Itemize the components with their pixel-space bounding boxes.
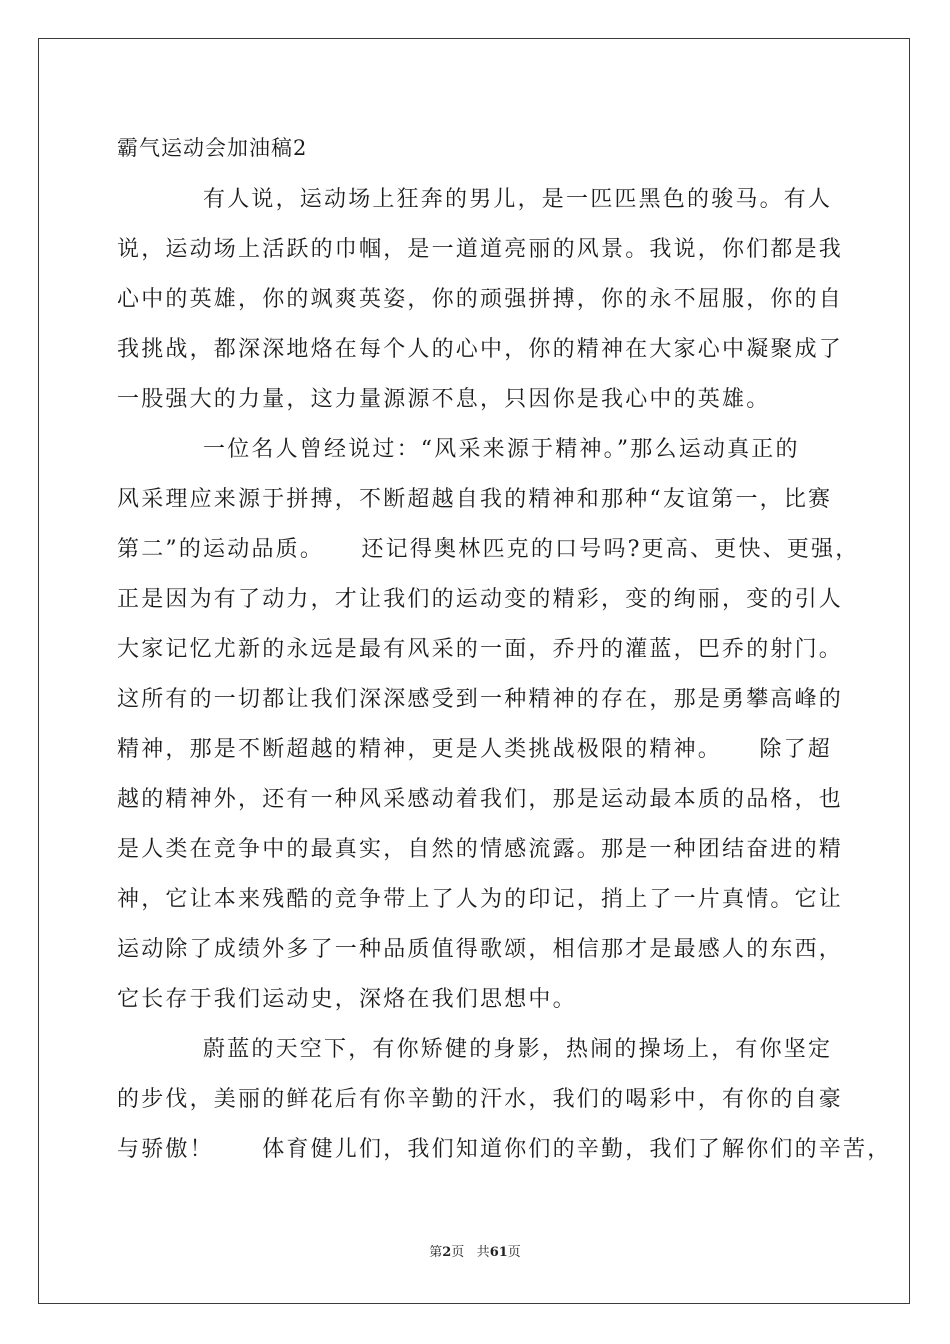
paragraph-2-line-7: 精神，那是不断超越的精神，更是人类挑战极限的精神。 除了超 xyxy=(117,737,833,762)
paragraph-2-line-6: 这所有的一切都让我们深深感受到一种精神的存在，那是勇攀高峰的 xyxy=(117,687,844,712)
paragraph-1-line-5: 一股强大的力量，这力量源源不息，只因你是我心中的英雄。 xyxy=(117,387,771,412)
paragraph-1-line-2: 说，运动场上活跃的巾帼，是一道道亮丽的风景。我说，你们都是我 xyxy=(117,237,844,262)
paragraph-2-line-2: 风采理应来源于拼搏，不断超越自我的精神和那种“友谊第一，比赛 xyxy=(117,487,833,512)
footer-page-number: 2 xyxy=(442,1245,452,1260)
paragraph-3-line-1: 蔚蓝的天空下，有你矫健的身影，热闹的操场上，有你坚定 xyxy=(203,1037,833,1062)
footer-total-prefix: 共 xyxy=(476,1245,490,1260)
paragraph-2-line-4: 正是因为有了动力，才让我们的运动变的精彩，变的绚丽，变的引人 xyxy=(117,587,844,612)
paragraph-2-line-5: 大家记忆尤新的永远是最有风采的一面，乔丹的灌蓝，巴乔的射门。 xyxy=(117,637,844,662)
footer-total-suffix: 页 xyxy=(507,1245,521,1260)
paragraph-3-line-2: 的步伐，美丽的鲜花后有你辛勤的汗水，我们的喝彩中，有你的自豪 xyxy=(117,1087,844,1112)
paragraph-1-line-1: 有人说，运动场上狂奔的男儿，是一匹匹黑色的骏马。有人 xyxy=(203,187,833,212)
paragraph-2-line-3: 第二”的运动品质。 还记得奥林匹克的口号吗?更高、更快、更强， xyxy=(117,537,860,562)
footer-total-pages: 61 xyxy=(489,1245,508,1260)
paragraph-1-line-3: 心中的英雄，你的飒爽英姿，你的顽强拼搏，你的永不屈服，你的自 xyxy=(117,287,844,312)
paragraph-2-line-12: 它长存于我们运动史，深烙在我们思想中。 xyxy=(117,987,577,1012)
paragraph-2-line-8: 越的精神外，还有一种风采感动着我们，那是运动最本质的品格，也 xyxy=(117,787,844,812)
document-title: 霸气运动会加油稿2 xyxy=(117,136,308,160)
paragraph-2-line-9: 是人类在竞争中的最真实，自然的情感流露。那是一种团结奋进的精 xyxy=(117,837,844,862)
footer-page-prefix: 第 xyxy=(429,1245,443,1260)
footer-page-suffix: 页 xyxy=(451,1245,465,1260)
paragraph-2-line-1: 一位名人曾经说过：“风采来源于精神。”那么运动真正的 xyxy=(203,437,800,462)
paragraph-1-line-4: 我挑战，都深深地烙在每个人的心中，你的精神在大家心中凝聚成了 xyxy=(117,337,844,362)
paragraph-2-line-10: 神，它让本来残酷的竞争带上了人为的印记，捎上了一片真情。它让 xyxy=(117,887,844,912)
paragraph-2-line-11: 运动除了成绩外多了一种品质值得歌颂，相信那才是最感人的东西， xyxy=(117,937,844,962)
page-footer xyxy=(0,1244,950,1262)
paragraph-3-line-3: 与骄傲！ 体育健儿们，我们知道你们的辛勤，我们了解你们的辛苦， xyxy=(117,1137,892,1162)
